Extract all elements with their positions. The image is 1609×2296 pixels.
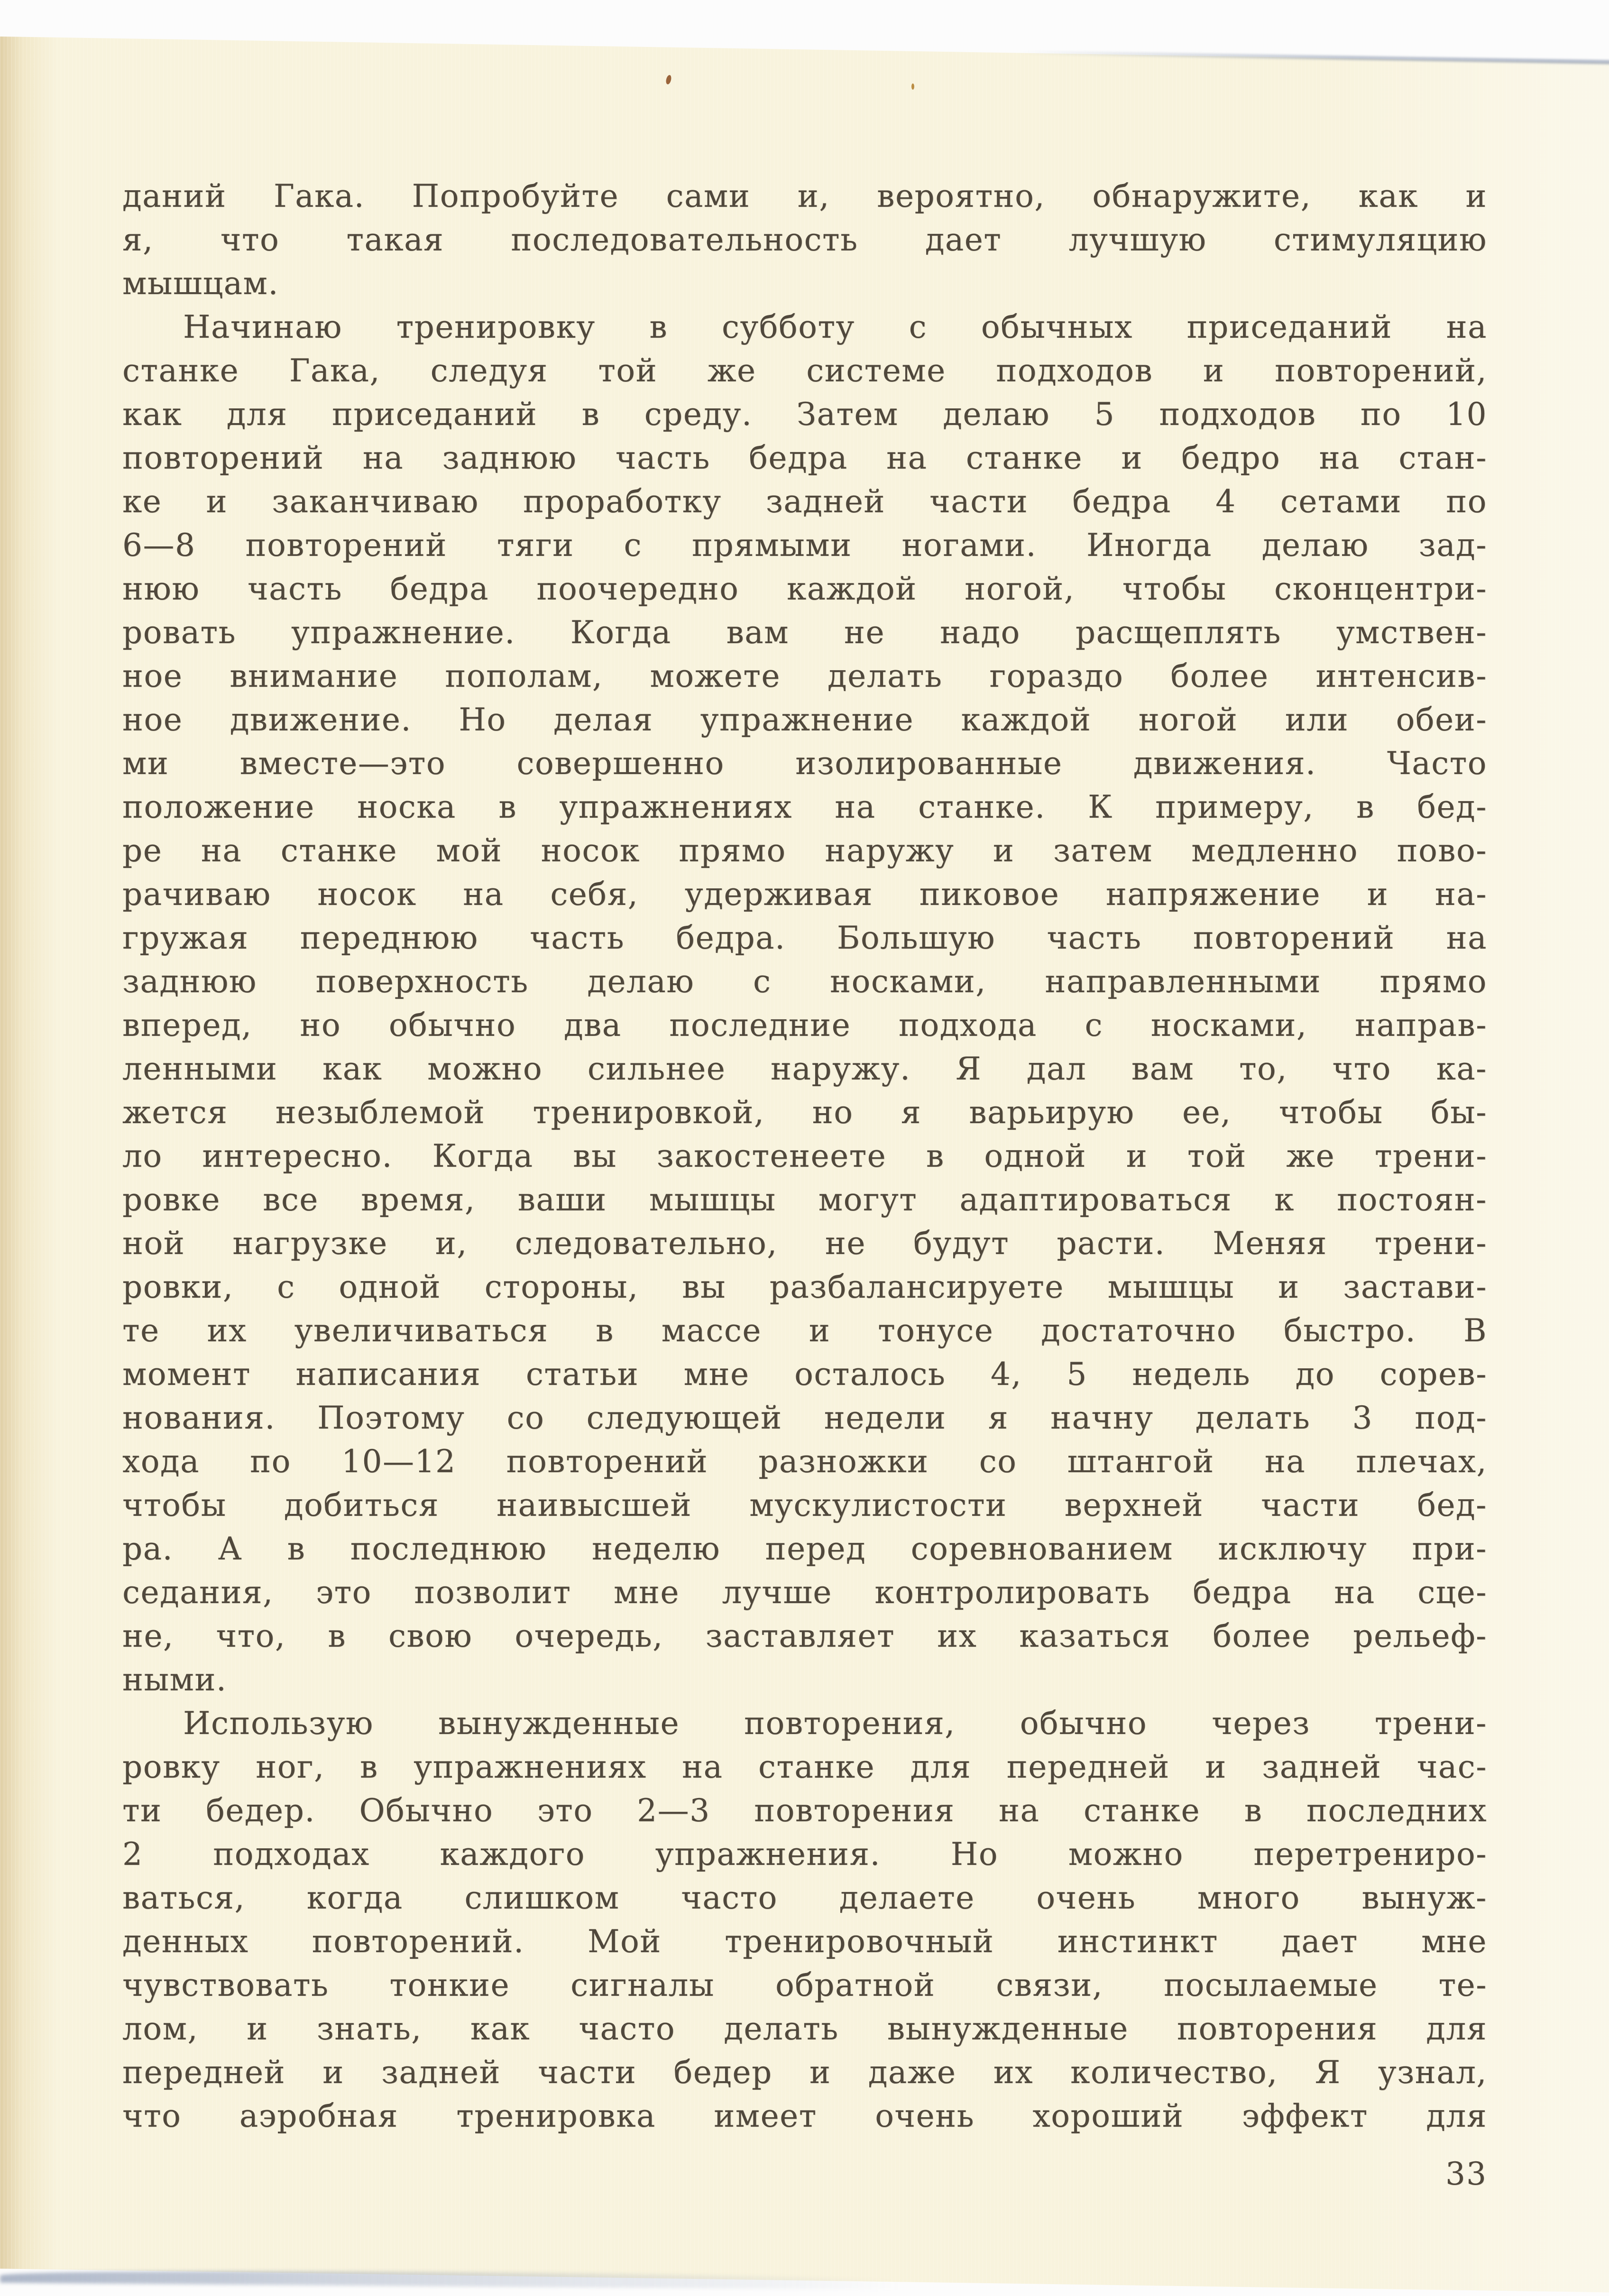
text-line: чтобы добиться наивысшей мускулистости верхней части бед-	[122, 1487, 1487, 1523]
paper-speck	[911, 83, 914, 90]
text-line: чувствовать тонкие сигналы обратной связи, посылаемые те-	[122, 1967, 1487, 2003]
text-line: ровку ног, в упражнениях на станке для передней и задней час-	[122, 1749, 1487, 1785]
text-line: ре на станке мой носок прямо наружу и затем медленно пово-	[122, 832, 1487, 869]
text-line: ленными как можно сильнее наружу. Я дал вам то, что ка-	[122, 1051, 1487, 1087]
text-line: не, что, в свою очередь, заставляет их казаться более рельеф-	[122, 1618, 1487, 1654]
text-line: момент написания статьи мне осталось 4, 5 недель до сорев-	[122, 1356, 1487, 1392]
text-line: 6—8 повторений тяги с прямыми ногами. Иногда делаю зад-	[122, 527, 1487, 563]
page-number: 33	[1445, 2156, 1487, 2192]
text-line: повторений на заднюю часть бедра на станке и бедро на стан-	[122, 440, 1487, 476]
text-line: ровать упражнение. Когда вам не надо расщеплять умствен-	[122, 614, 1487, 651]
text-line: я, что такая последовательность дает лучшую стимуляцию	[122, 221, 1487, 258]
text-line: хода по 10—12 повторений разножки со штангой на плечах,	[122, 1443, 1487, 1480]
paper-speck	[665, 74, 672, 85]
text-line: положение носка в упражнениях на станке. К примеру, в бед-	[122, 789, 1487, 825]
page-text	[122, 175, 1487, 2138]
text-line: седания, это позволит мне лучше контролировать бедра на сце-	[122, 1574, 1487, 1611]
text-line: даний Гака. Попробуйте сами и, вероятно, обнаружите, как и	[122, 178, 1487, 214]
text-line: ной нагрузке и, следовательно, не будут расти. Меняя трени-	[122, 1225, 1487, 1262]
text-line: нования. Поэтому со следующей недели я начну делать 3 под-	[122, 1400, 1487, 1436]
text-line: передней и задней части бедер и даже их количество, Я узнал,	[122, 2054, 1487, 2091]
text-line: нюю часть бедра поочередно каждой ногой, чтобы сконцентри-	[122, 571, 1487, 607]
text-line: лом, и знать, как часто делать вынужденные повторения для	[122, 2010, 1487, 2047]
text-line: заднюю поверхность делаю с носками, направленными прямо	[122, 963, 1487, 1000]
text-line: те их увеличиваться в массе и тонусе достаточно быстро. В	[122, 1312, 1487, 1349]
text-line: 2 подходах каждого упражнения. Но можно перетрениро-	[122, 1836, 1487, 1872]
text-line: ное движение. Но делая упражнение каждой ногой или обеи-	[122, 701, 1487, 738]
text-line: рачиваю носок на себя, удерживая пиковое напряжение и на-	[122, 876, 1487, 913]
text-line: ными.	[122, 1661, 227, 1698]
text-line: гружая переднюю часть бедра. Большую часть повторений на	[122, 920, 1487, 956]
text-line: ти бедер. Обычно это 2—3 повторения на станке в последних	[122, 1792, 1487, 1829]
text-line: денных повторений. Мой тренировочный инстинкт дает мне	[122, 1923, 1487, 1960]
text-line: что аэробная тренировка имеет очень хороший эффект для	[122, 2098, 1487, 2134]
text-line: ровке все время, ваши мышцы могут адаптироваться к постоян-	[122, 1181, 1487, 1218]
text-line: жется незыблемой тренировкой, но я варьирую ее, чтобы бы-	[122, 1094, 1487, 1131]
text-line: ра. А в последнюю неделю перед соревнованием исключу при-	[122, 1531, 1487, 1567]
text-line: станке Гака, следуя той же системе подходов и повторений,	[122, 352, 1487, 389]
text-line: Использую вынужденные повторения, обычно через трени-	[183, 1705, 1487, 1742]
text-line: мышцам.	[122, 265, 279, 302]
text-line: ваться, когда слишком часто делаете очень много вынуж-	[122, 1880, 1487, 1916]
text-line: ровки, с одной стороны, вы разбалансируете мышцы и застави-	[122, 1269, 1487, 1305]
text-line: Начинаю тренировку в субботу с обычных приседаний на	[183, 309, 1487, 345]
text-line: вперед, но обычно два последние подхода с носками, направ-	[122, 1007, 1487, 1043]
text-line: как для приседаний в среду. Затем делаю 5 подходов по 10	[122, 396, 1487, 433]
text-line: ло интересно. Когда вы закостенеете в одной и той же трени-	[122, 1138, 1487, 1174]
text-line: ке и заканчиваю проработку задней части бедра 4 сетами по	[122, 483, 1487, 520]
text-line: ное внимание пополам, можете делать гораздо более интенсив-	[122, 658, 1487, 694]
text-line: ми вместе—это совершенно изолированные движения. Часто	[122, 745, 1487, 782]
